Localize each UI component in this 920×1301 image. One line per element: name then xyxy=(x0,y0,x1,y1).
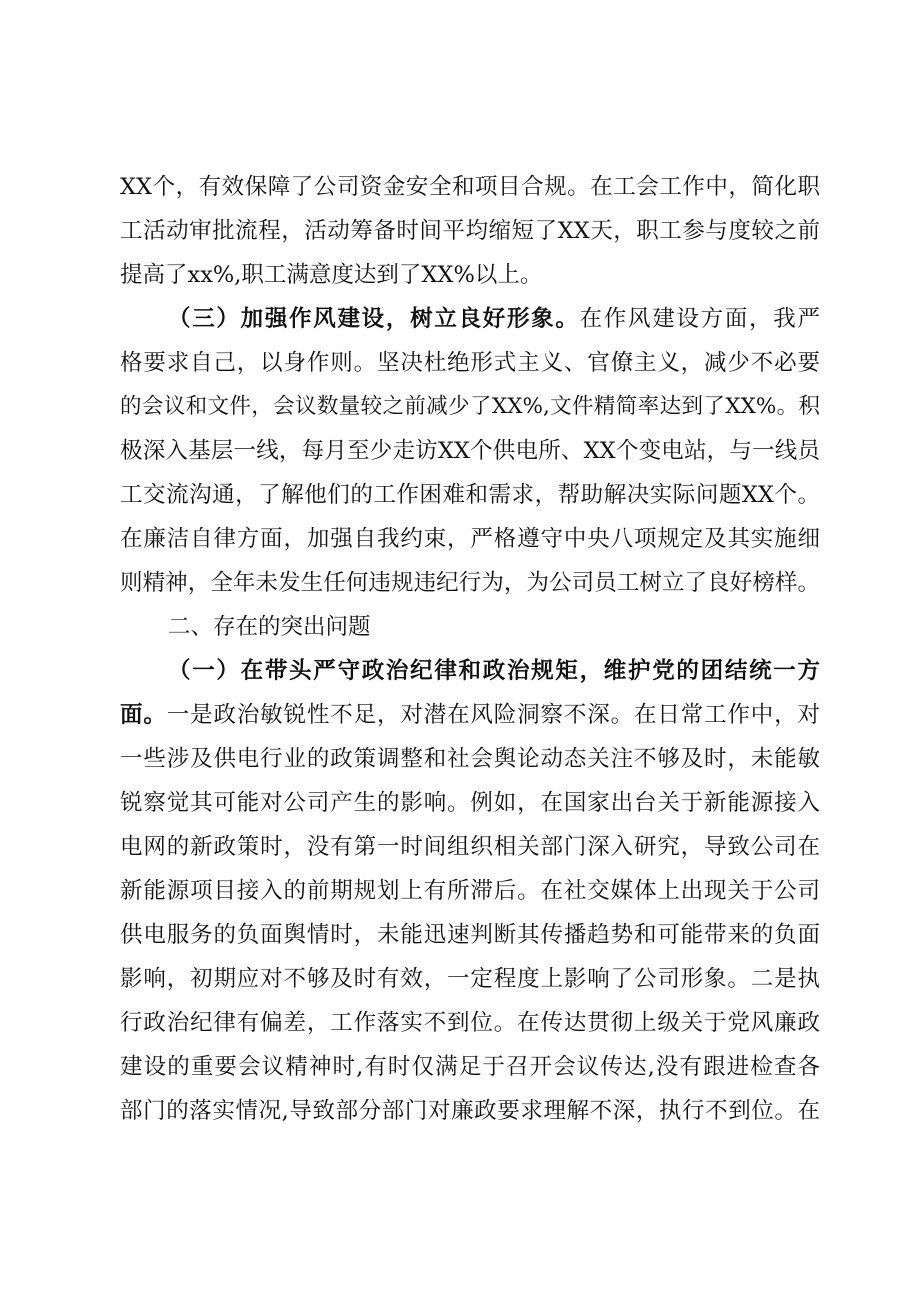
paragraph-line xyxy=(120,913,820,957)
paragraph-line xyxy=(120,385,820,429)
line-text: 在作风建设方面，我严 xyxy=(579,306,820,332)
paragraph-line xyxy=(120,473,820,517)
line-text: 电网的新政策时，没有第一时间组织相关部门深入研究，导致公司在 xyxy=(120,834,820,860)
line-text: 锐察觉其可能对公司产生的影响。例如，在国家出台关于新能源接入 xyxy=(120,790,820,816)
paragraph-line xyxy=(120,209,820,253)
line-text: 供电服务的负面舆情时，未能迅速判断其传播趋势和可能带来的负面 xyxy=(120,922,820,948)
paragraph-line xyxy=(120,165,820,209)
line-text: 极深入基层一线，每月至少走访XX个供电所、XX个变电站，与一线员 xyxy=(120,438,820,464)
line-text: 建设的重要会议精神时,有时仅满足于召开会议传达,没有跟进检查各 xyxy=(120,1054,820,1080)
paragraph-line xyxy=(120,869,820,913)
line-text: 则精神，全年未发生任何违规违纪行为，为公司员工树立了良好榜样。 xyxy=(120,570,820,596)
section-heading-1-end: 面。 xyxy=(120,702,167,728)
chapter-heading-text: 二、存在的突出问题 xyxy=(168,614,371,640)
line-text: 影响，初期应对不够及时有效，一定程度上影响了公司形象。二是执 xyxy=(120,966,820,992)
paragraph-line xyxy=(120,693,820,737)
section-heading-line xyxy=(168,649,820,693)
section-heading-3: （三）加强作风建设，树立良好形象。 xyxy=(168,306,580,332)
section-heading-line xyxy=(168,297,820,341)
line-text: 在廉洁自律方面，加强自我约束，严格遵守中央八项规定及其实施细 xyxy=(120,526,820,552)
chapter-heading xyxy=(168,605,820,649)
line-text: 一些涉及供电行业的政策调整和社会舆论动态关注不够及时，未能敏 xyxy=(120,746,820,772)
line-text: 工交流沟通，了解他们的工作困难和需求，帮助解决实际问题XX个。 xyxy=(120,482,820,508)
line-text: 工活动审批流程，活动筹备时间平均缩短了XX天，职工参与度较之前 xyxy=(120,218,820,244)
paragraph-line xyxy=(120,825,820,869)
paragraph-line xyxy=(120,341,820,385)
paragraph-line xyxy=(120,781,820,825)
line-text: 的会议和文件，会议数量较之前减少了XX%,文件精简率达到了XX%。积 xyxy=(120,394,820,419)
line-text: XX个，有效保障了公司资金安全和项目合规。在工会工作中，简化职 xyxy=(120,174,820,200)
line-text: 新能源项目接入的前期规划上有所滞后。在社交媒体上出现关于公司 xyxy=(120,878,820,904)
paragraph-line xyxy=(120,957,820,1001)
paragraph-line xyxy=(120,1089,820,1133)
section-heading-1: （一）在带头严守政治纪律和政治规矩，维护党的团结统一方 xyxy=(168,658,820,684)
line-text: 部门的落实情况,导致部分部门对廉政要求理解不深，执行不到位。在 xyxy=(120,1098,820,1124)
paragraph-line xyxy=(120,517,820,561)
paragraph-line xyxy=(120,561,820,605)
paragraph-line xyxy=(120,1001,820,1045)
paragraph-line xyxy=(120,253,820,297)
line-text: 提高了xx%,职工满意度达到了XX%以上。 xyxy=(120,262,543,288)
paragraph-line xyxy=(120,737,820,781)
paragraph-line xyxy=(120,429,820,473)
line-text: 格要求自己，以身作则。坚决杜绝形式主义、官僚主义，减少不必要 xyxy=(120,350,820,376)
line-text: 一是政治敏锐性不足，对潜在风险洞察不深。在日常工作中，对 xyxy=(166,702,820,728)
line-text: 行政治纪律有偏差，工作落实不到位。在传达贯彻上级关于党风廉政 xyxy=(120,1010,820,1036)
paragraph-line xyxy=(120,1045,820,1089)
